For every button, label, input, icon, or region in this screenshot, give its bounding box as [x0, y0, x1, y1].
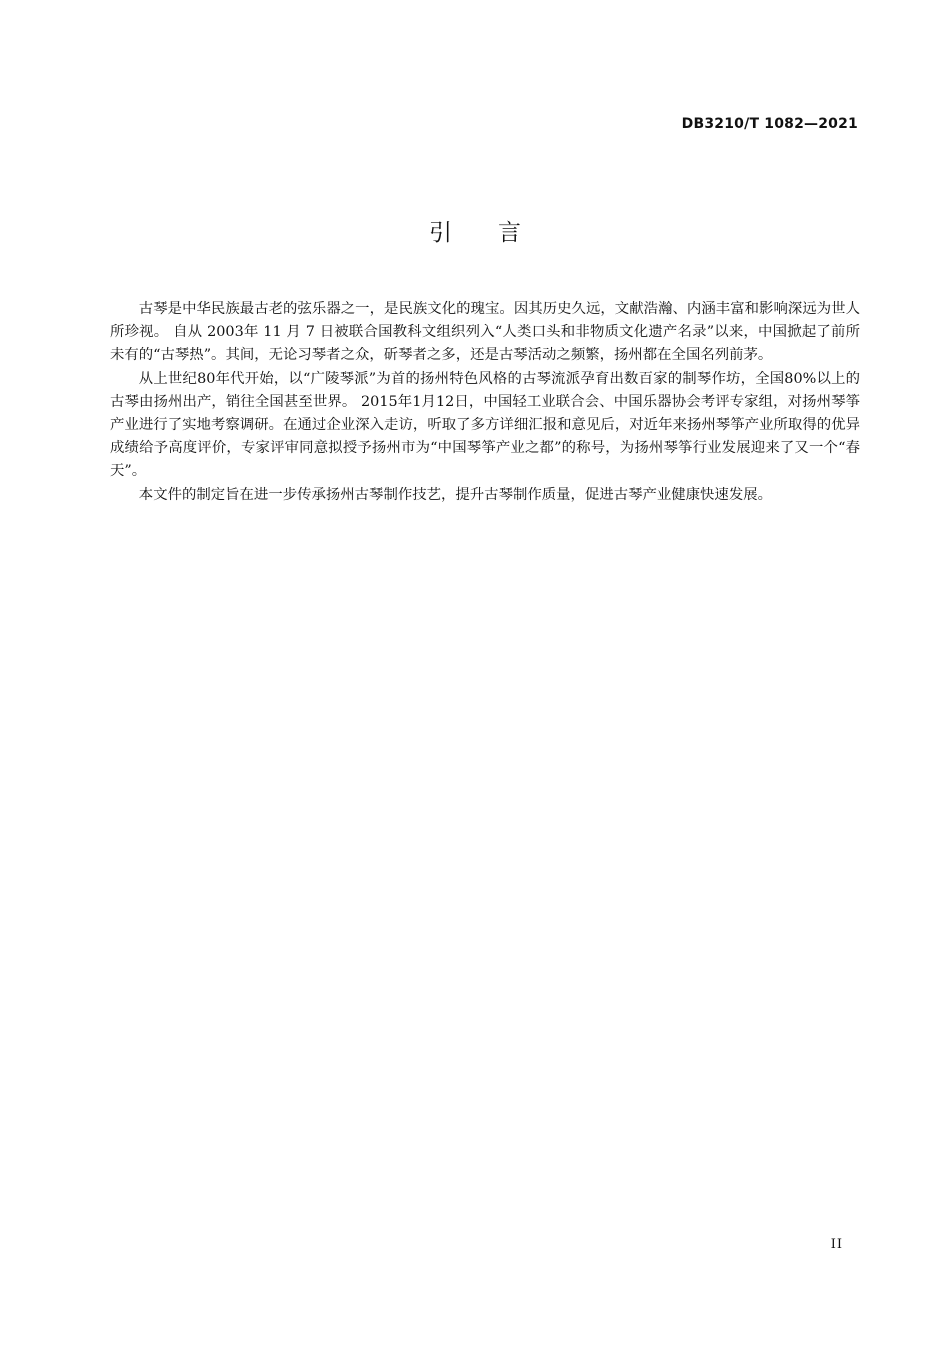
- introduction-body: [110, 298, 860, 507]
- paragraph-1: 古琴是中华民族最古老的弦乐器之一，是民族文化的瑰宝。因其历史久远，文献浩瀚、内涵丰富和影响深远为世人所珍视。 自从 2003年 11 月 7 日被联合国教科文组织列入“人类口头和非物质文化遗产名录”以来，中国掀起了前所未有的“古琴热”。其间，无论习琴者之众，斫琴者之多，还是古琴活动之频繁，扬州都在全国名列前茅。: [110, 301, 860, 364]
- section-title: 引言: [429, 220, 567, 246]
- page-number: II: [830, 1237, 843, 1252]
- paragraph-3: 本文件的制定旨在进一步传承扬州古琴制作技艺，提升古琴制作质量，促进古琴产业健康快速发展。: [138, 486, 772, 503]
- standard-code: DB3210/T 1082—2021: [681, 116, 858, 132]
- paragraph-2: 从上世纪80年代开始，以“广陵琴派”为首的扬州特色风格的古琴流派孕育出数百家的制琴作坊，全国80%以上的古琴由扬州出产，销往全国甚至世界。 2015年1月12日，中国轻工业联合会、中国乐器协会考评专家组，对扬州琴筝产业进行了实地考察调研。在通过企业深入走访，听取了多方详细汇报和意见后，对近年来扬州琴筝产业所取得的优异成绩给予高度评价，专家评审同意拟授予扬州市为“中国琴筝产业之都”的称号，为扬州琴筝行业发展迎来了又一个“春天”。: [110, 370, 860, 480]
